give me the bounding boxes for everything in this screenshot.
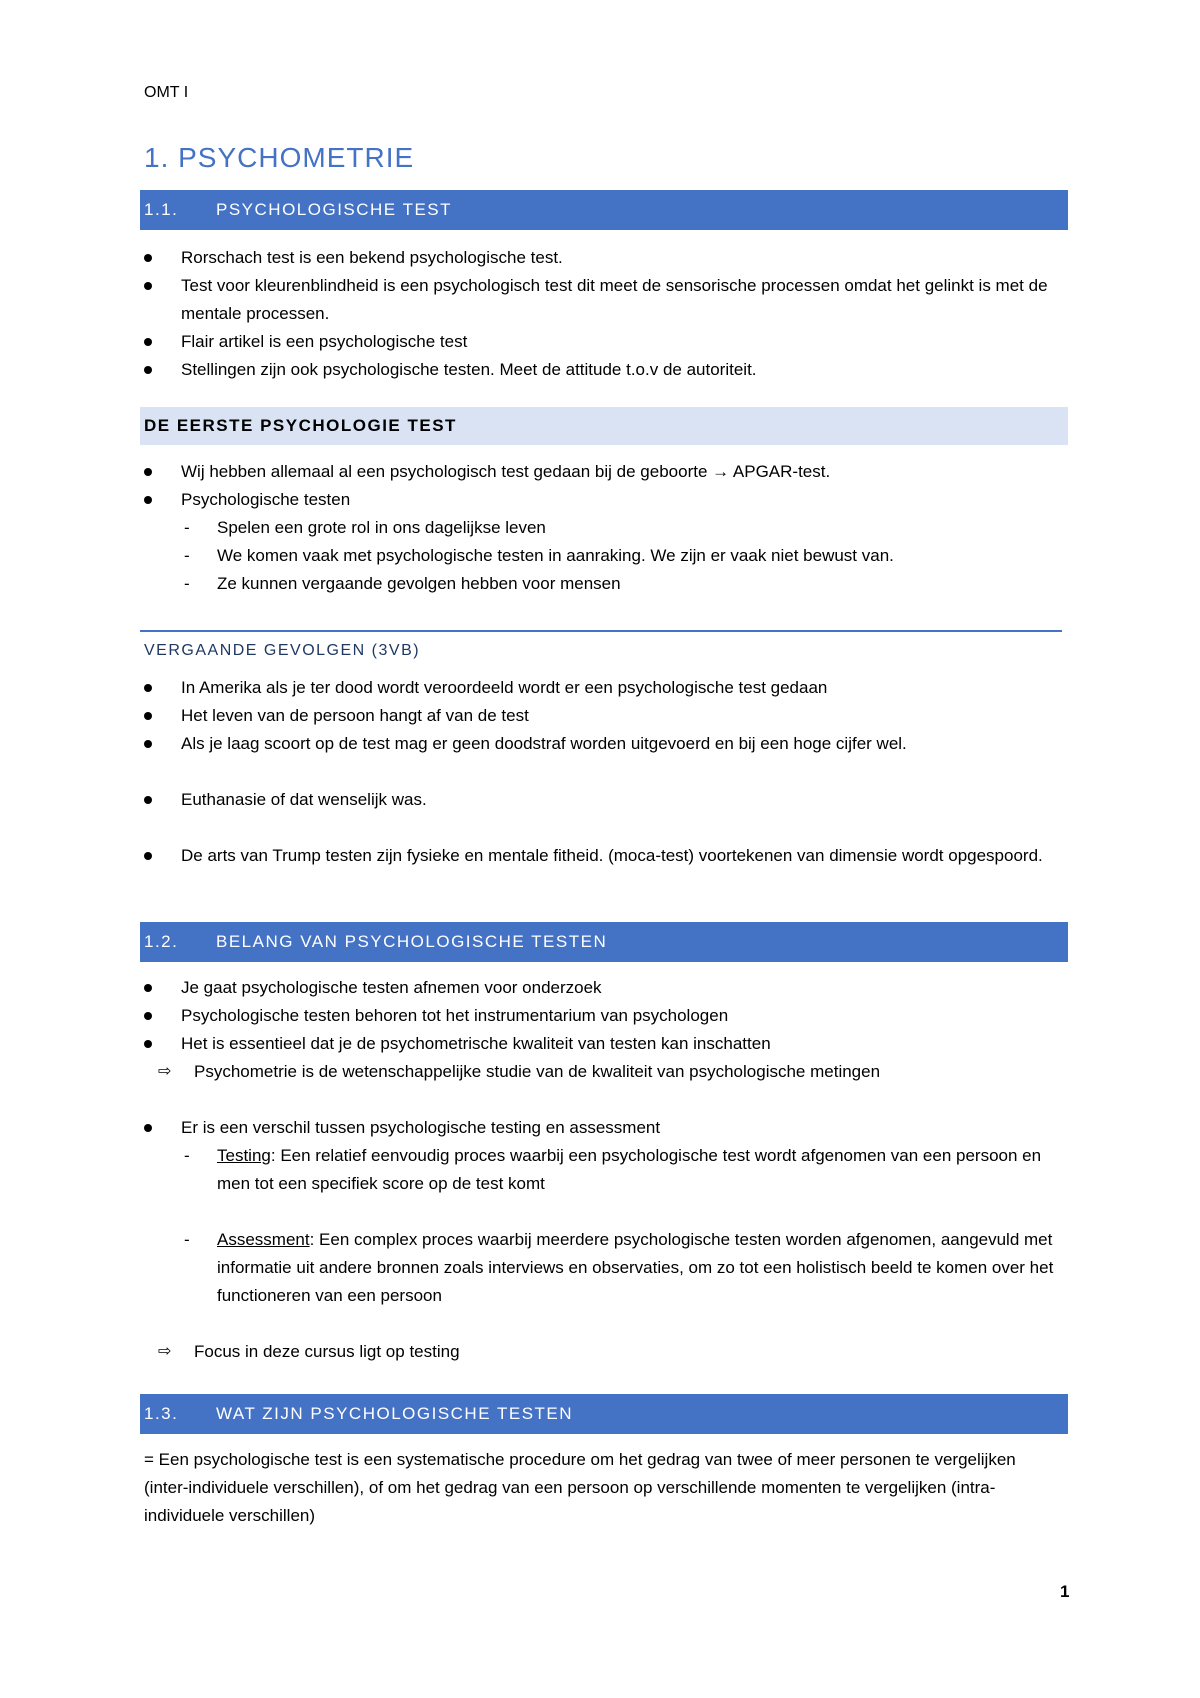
arrow-item-text: Psychometrie is de wetenschappelijke studie van de kwaliteit van psychologische metingen xyxy=(194,1062,881,1081)
arrow-item xyxy=(144,1058,1064,1086)
list-item: Euthanasie of dat wenselijk was. xyxy=(144,786,1064,814)
vergaande-list xyxy=(144,674,1064,870)
list-item: Je gaat psychologische testen afnemen voor onderzoek xyxy=(144,974,1064,1002)
subsection-heading-vergaande: VERGAANDE GEVOLGEN (3VB) xyxy=(144,642,421,659)
section-number: 1.2. xyxy=(144,932,179,951)
document-header: OMT I xyxy=(144,84,189,101)
list-item: Rorschach test is een bekend psychologische test. xyxy=(144,244,1064,272)
list-item: Het leven van de persoon hangt af van de test xyxy=(144,702,1064,730)
list-item: De arts van Trump testen zijn fysieke en mentale fitheid. (moca-test) voortekenen van dimensie wordt opgespoord. xyxy=(144,842,1064,870)
term-definition: : Een complex proces waarbij meerdere psychologische testen worden afgenomen, aangevuld met informatie uit andere bronnen zoals interviews en observaties, om zo tot een holistisch beeld te komen over het functioneren van een persoon xyxy=(217,1230,1054,1305)
list-item: Psychologische testen behoren tot het instrumentarium van psychologen xyxy=(144,1002,1064,1030)
sub-list-item: - Ze kunnen vergaande gevolgen hebben voor mensen xyxy=(144,570,1064,598)
arrow-right-icon: ⇨ xyxy=(158,1343,172,1360)
section-number: 1.1. xyxy=(144,200,179,219)
list-item: Test voor kleurenblindheid is een psychologisch test dit meet de sensorische processen omdat het gelinkt is met de mentale processen. xyxy=(144,272,1064,328)
arrow-item-text: Focus in deze cursus ligt op testing xyxy=(194,1342,460,1361)
list-item: In Amerika als je ter dood wordt veroordeeld wordt er een psychologische test gedaan xyxy=(144,674,1064,702)
section-heading-1-2 xyxy=(140,922,1068,962)
section-heading-1-3 xyxy=(140,1394,1068,1434)
list-item: Er is een verschil tussen psychologische testing en assessment xyxy=(144,1114,1064,1142)
arrow-item xyxy=(144,1338,1064,1366)
term-assessment: Assessment xyxy=(217,1230,310,1249)
list-item: Wij hebben allemaal al een psychologisch test gedaan bij de geboorte → APGAR-test. xyxy=(144,458,1064,486)
sub-list-item-testing xyxy=(144,1142,1064,1198)
term-testing: Testing xyxy=(217,1146,271,1165)
chapter-title: 1. PSYCHOMETRIE xyxy=(144,142,415,173)
sub-list-item: - Spelen een grote rol in ons dagelijkse leven xyxy=(144,514,1064,542)
list-item: Psychologische testen xyxy=(144,486,1064,514)
arrow-right-icon: ⇨ xyxy=(158,1063,172,1080)
section-heading-1-1 xyxy=(140,190,1068,230)
heading-rule xyxy=(140,630,1062,632)
eerste-list xyxy=(144,458,1064,598)
section-title: BELANG VAN PSYCHOLOGISCHE TESTEN xyxy=(216,932,608,951)
list-item: Flair artikel is een psychologische test xyxy=(144,328,1064,356)
section-1-1-list xyxy=(144,244,1064,384)
section-title: PSYCHOLOGISCHE TEST xyxy=(216,200,453,219)
list-item: Het is essentieel dat je de psychometrische kwaliteit van testen kan inschatten xyxy=(144,1030,1064,1058)
section-number: 1.3. xyxy=(144,1404,179,1423)
subsection-heading-eerste: DE EERSTE PSYCHOLOGIE TEST xyxy=(140,407,1068,445)
term-definition: : Een relatief eenvoudig proces waarbij een psychologische test wordt afgenomen van een persoon en men tot een specifiek score op de test komt xyxy=(217,1146,1042,1193)
sub-list-item: - We komen vaak met psychologische testen in aanraking. We zijn er vaak niet bewust van. xyxy=(144,542,1064,570)
paragraph: = Een psychologische test is een systematische procedure om het gedrag van twee of meer personen te vergelijken (inter-individuele verschillen), of om het gedrag van een persoon op verschillende momenten te vergelijken (intra-individuele verschillen) xyxy=(144,1450,1016,1525)
section-1-3-paragraph xyxy=(144,1446,1064,1530)
section-title: WAT ZIJN PSYCHOLOGISCHE TESTEN xyxy=(216,1404,574,1423)
sub-list-item-assessment xyxy=(144,1226,1064,1310)
section-1-2-list xyxy=(144,974,1064,1366)
list-item: Als je laag scoort op de test mag er geen doodstraf worden uitgevoerd en bij een hoge cijfer wel. xyxy=(144,730,1064,758)
page-number: 1 xyxy=(1060,1582,1070,1601)
list-item: Stellingen zijn ook psychologische testen. Meet de attitude t.o.v de autoriteit. xyxy=(144,356,1064,384)
